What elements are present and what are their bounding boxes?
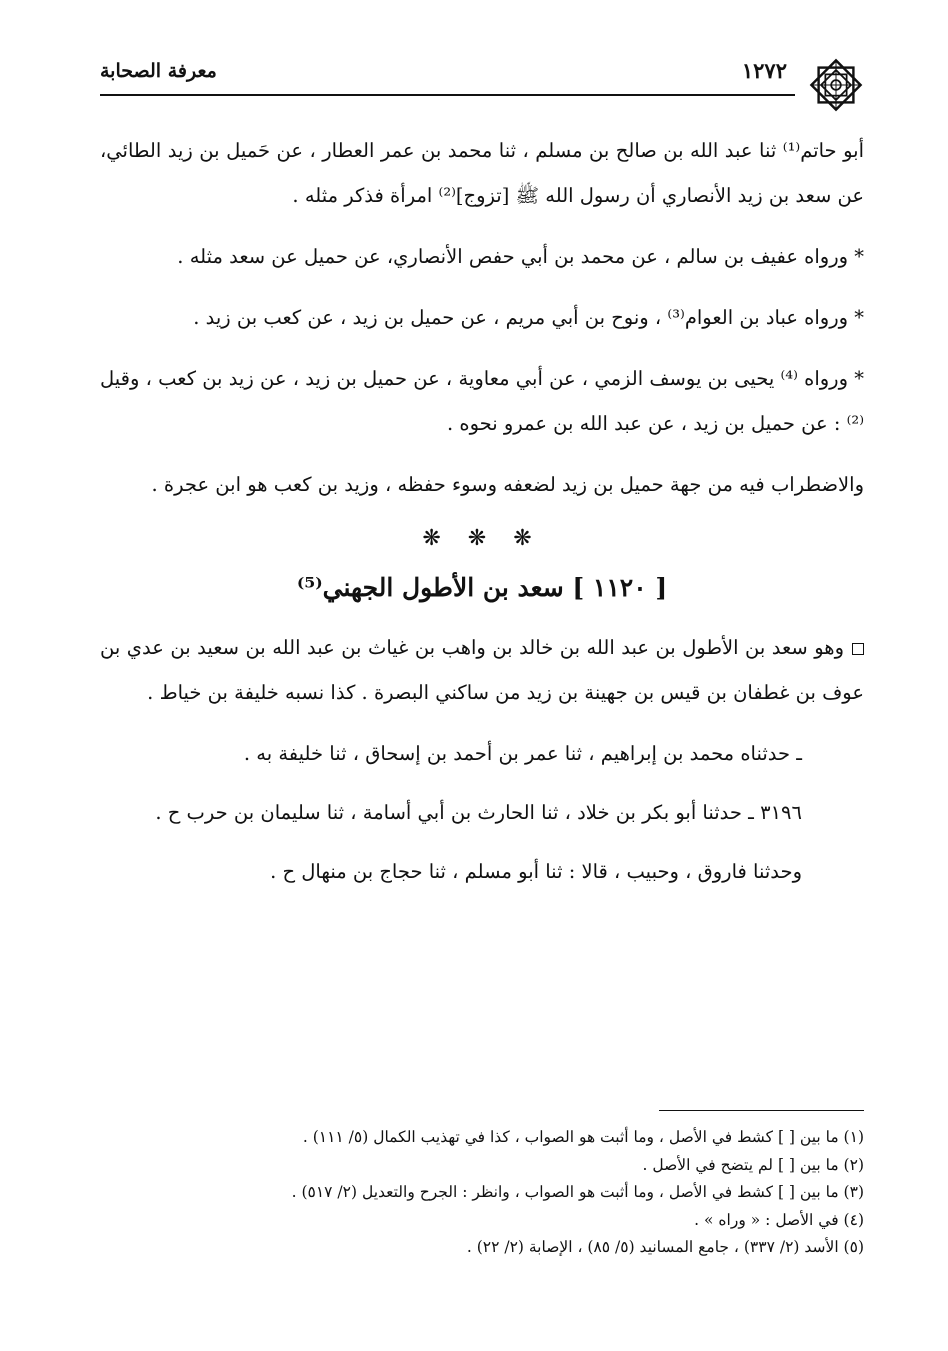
paragraph-isnad: أبو حاتم⁽¹⁾ ثنا عبد الله بن صالح بن مسلم ، ثنا محمد بن عمر العطار ، عن حَميل بن زيد الطائي، عن سعد بن زيد الأنصاري أن رسول الله ﷺ [تزوج]⁽²⁾ امرأة فذكر مثله .	[100, 139, 864, 207]
page-number: ١٢٧٢	[741, 58, 787, 83]
footnote-item: (٥) الأسد (٢/ ٣٣٧) ، جامع المسانيد (٥/ ٨٥) ، الإصابة (٢/ ٢٢) .	[466, 1238, 864, 1256]
footnote-item: (١) ما بين [ ] كشط في الأصل ، وما أثبت هو الصواب ، كذا في تهذيب الكمال (٥/ ١١١) .	[302, 1128, 864, 1146]
footnote-item: (٤) في الأصل : « وراه » .	[694, 1210, 864, 1229]
entry-paragraph	[100, 625, 864, 715]
footnote-rule	[659, 1110, 864, 1111]
section-separator: ❋ ❋ ❋	[422, 526, 542, 551]
paragraph-afif: * ورواه عفيف بن سالم ، عن محمد بن أبي حفص الأنصاري، عن حميل عن سعد مثله .	[177, 245, 864, 268]
footnote-item: (٣) ما بين [ ] كشط في الأصل ، وما أثبت هو الصواب ، وانظر : الجرح والتعديل (٢/ ٥١٧) .	[291, 1183, 864, 1201]
header-rule	[100, 94, 795, 96]
octagram-ornament-icon	[807, 56, 865, 114]
paragraph-yahya: * ورواه ⁽⁴⁾ يحيى بن يوسف الزمي ، عن أبي معاوية ، عن حميل بن زيد ، عن زيد بن كعب ، وقيل ⁽²⁾ : عن حميل بن زيد ، عن عبد الله بن عمرو نحوه .	[100, 367, 864, 435]
running-title: معرفة الصحابة	[100, 60, 217, 82]
entry-heading: [ ١١٢٠ ] سعد بن الأطول الجهني⁽⁵⁾	[296, 573, 668, 602]
square-bullet-icon	[852, 643, 864, 655]
entry-paragraph-text: وهو سعد بن الأطول بن عبد الله بن خالد بن واهب بن غياث بن عبد الله بن سعيد بن عدي بن عوف بن غطفان بن قيس بن جهينة بن زيد من ساكني البصرة . كذا نسبه خليفة بن خياط .	[100, 636, 864, 704]
paragraph-idtirab: والاضطراب فيه من جهة حميل بن زيد لضعفه وسوء حفظه ، وزيد بن كعب هو ابن عجرة .	[151, 473, 864, 496]
paragraph-abbad: * ورواه عباد بن العوام⁽³⁾ ، ونوح بن أبي مريم ، عن حميل بن زيد ، عن كعب بن زيد .	[193, 306, 864, 329]
chain-line: ـ حدثناه محمد بن إبراهيم ، ثنا عمر بن أحمد بن إسحاق ، ثنا خليفة به .	[243, 742, 802, 765]
chain-line: وحدثنا فاروق ، وحبيب ، قالا : ثنا أبو مسلم ، ثنا حجاج بن منهال ح .	[270, 860, 802, 883]
footnote-item: (٢) ما بين [ ] لم يتضح في الأصل .	[642, 1155, 864, 1174]
main-text	[100, 128, 864, 908]
page-header	[100, 50, 865, 96]
footnote-list	[100, 1124, 864, 1262]
chain-line: ٣١٩٦ ـ حدثنا أبو بكر بن خلاد ، ثنا الحارث بن أبي أسامة ، ثنا سليمان بن حرب ح .	[155, 801, 802, 824]
